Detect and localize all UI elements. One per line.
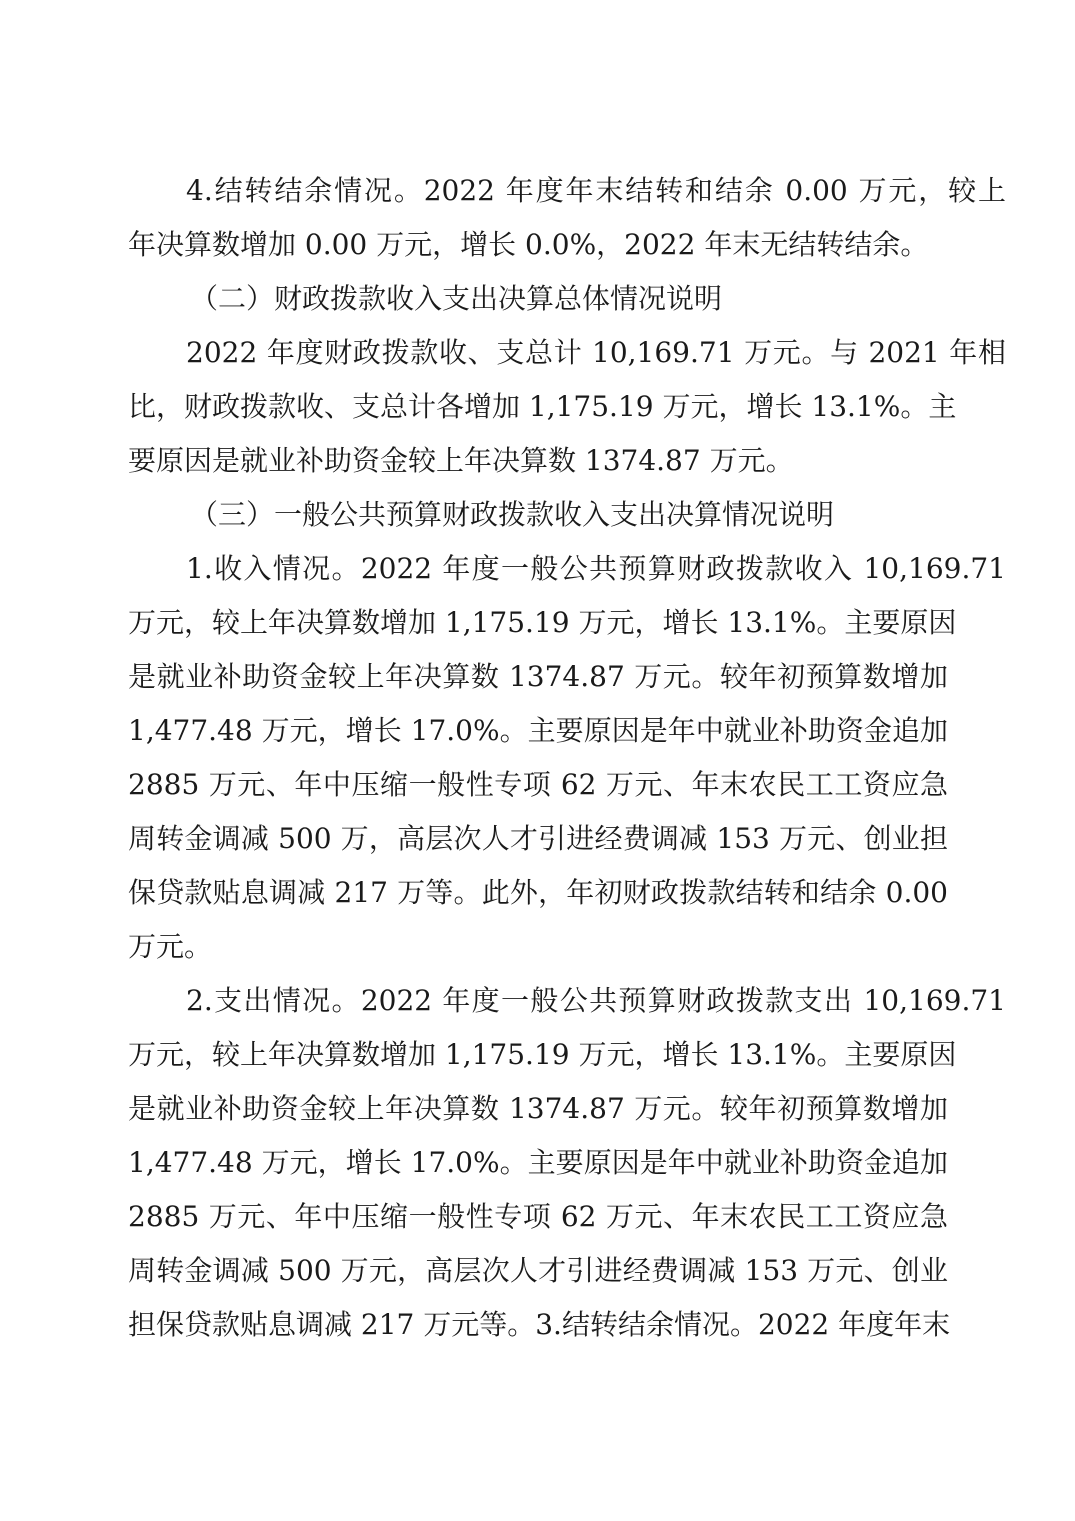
text-line: 万元，较上年决算数增加 1,175.19 万元，增长 13.1%。主要原因 <box>128 1038 957 1071</box>
text-line: 比，财政拨款收、支总计各增加 1,175.19 万元，增长 13.1%。主 <box>128 390 957 423</box>
text-line: 万元。 <box>128 930 213 963</box>
text-line: 1.收入情况。2022 年度一般公共预算财政拨款收入 10,169.71 <box>186 552 1006 585</box>
text-line: 周转金调减 500 万元，高层次人才引进经费调减 153 万元、创业 <box>128 1254 948 1287</box>
text-line: 1,477.48 万元，增长 17.0%。主要原因是年中就业补助资金追加 <box>128 1146 948 1179</box>
text-line: 要原因是就业补助资金较上年决算数 1374.87 万元。 <box>128 444 794 477</box>
text-line: 2885 万元、年中压缩一般性专项 62 万元、年末农民工工资应急 <box>128 1200 948 1233</box>
text-line: 2022 年度财政拨款收、支总计 10,169.71 万元。与 2021 年相 <box>186 336 1006 369</box>
text-line: 2.支出情况。2022 年度一般公共预算财政拨款支出 10,169.71 <box>186 984 1006 1017</box>
text-line: 担保贷款贴息调减 217 万元等。3.结转结余情况。2022 年度年末 <box>128 1308 951 1341</box>
text-line: 年决算数增加 0.00 万元，增长 0.0%，2022 年末无结转结余。 <box>128 228 929 261</box>
text-line: 4.结转结余情况。2022 年度年末结转和结余 0.00 万元，较上 <box>186 174 1006 207</box>
section-heading: （二）财政拨款收入支出决算总体情况说明 <box>190 282 723 315</box>
text-line: 是就业补助资金较上年决算数 1374.87 万元。较年初预算数增加 <box>128 660 948 693</box>
section-heading: （三）一般公共预算财政拨款收入支出决算情况说明 <box>190 498 835 531</box>
text-line: 1,477.48 万元，增长 17.0%。主要原因是年中就业补助资金追加 <box>128 714 948 747</box>
text-line: 是就业补助资金较上年决算数 1374.87 万元。较年初预算数增加 <box>128 1092 948 1125</box>
text-line: 万元，较上年决算数增加 1,175.19 万元，增长 13.1%。主要原因 <box>128 606 957 639</box>
text-line: 周转金调减 500 万，高层次人才引进经费调减 153 万元、创业担 <box>128 822 948 855</box>
text-line: 2885 万元、年中压缩一般性专项 62 万元、年末农民工工资应急 <box>128 768 948 801</box>
text-line: 保贷款贴息调减 217 万等。此外，年初财政拨款结转和结余 0.00 <box>128 876 948 909</box>
